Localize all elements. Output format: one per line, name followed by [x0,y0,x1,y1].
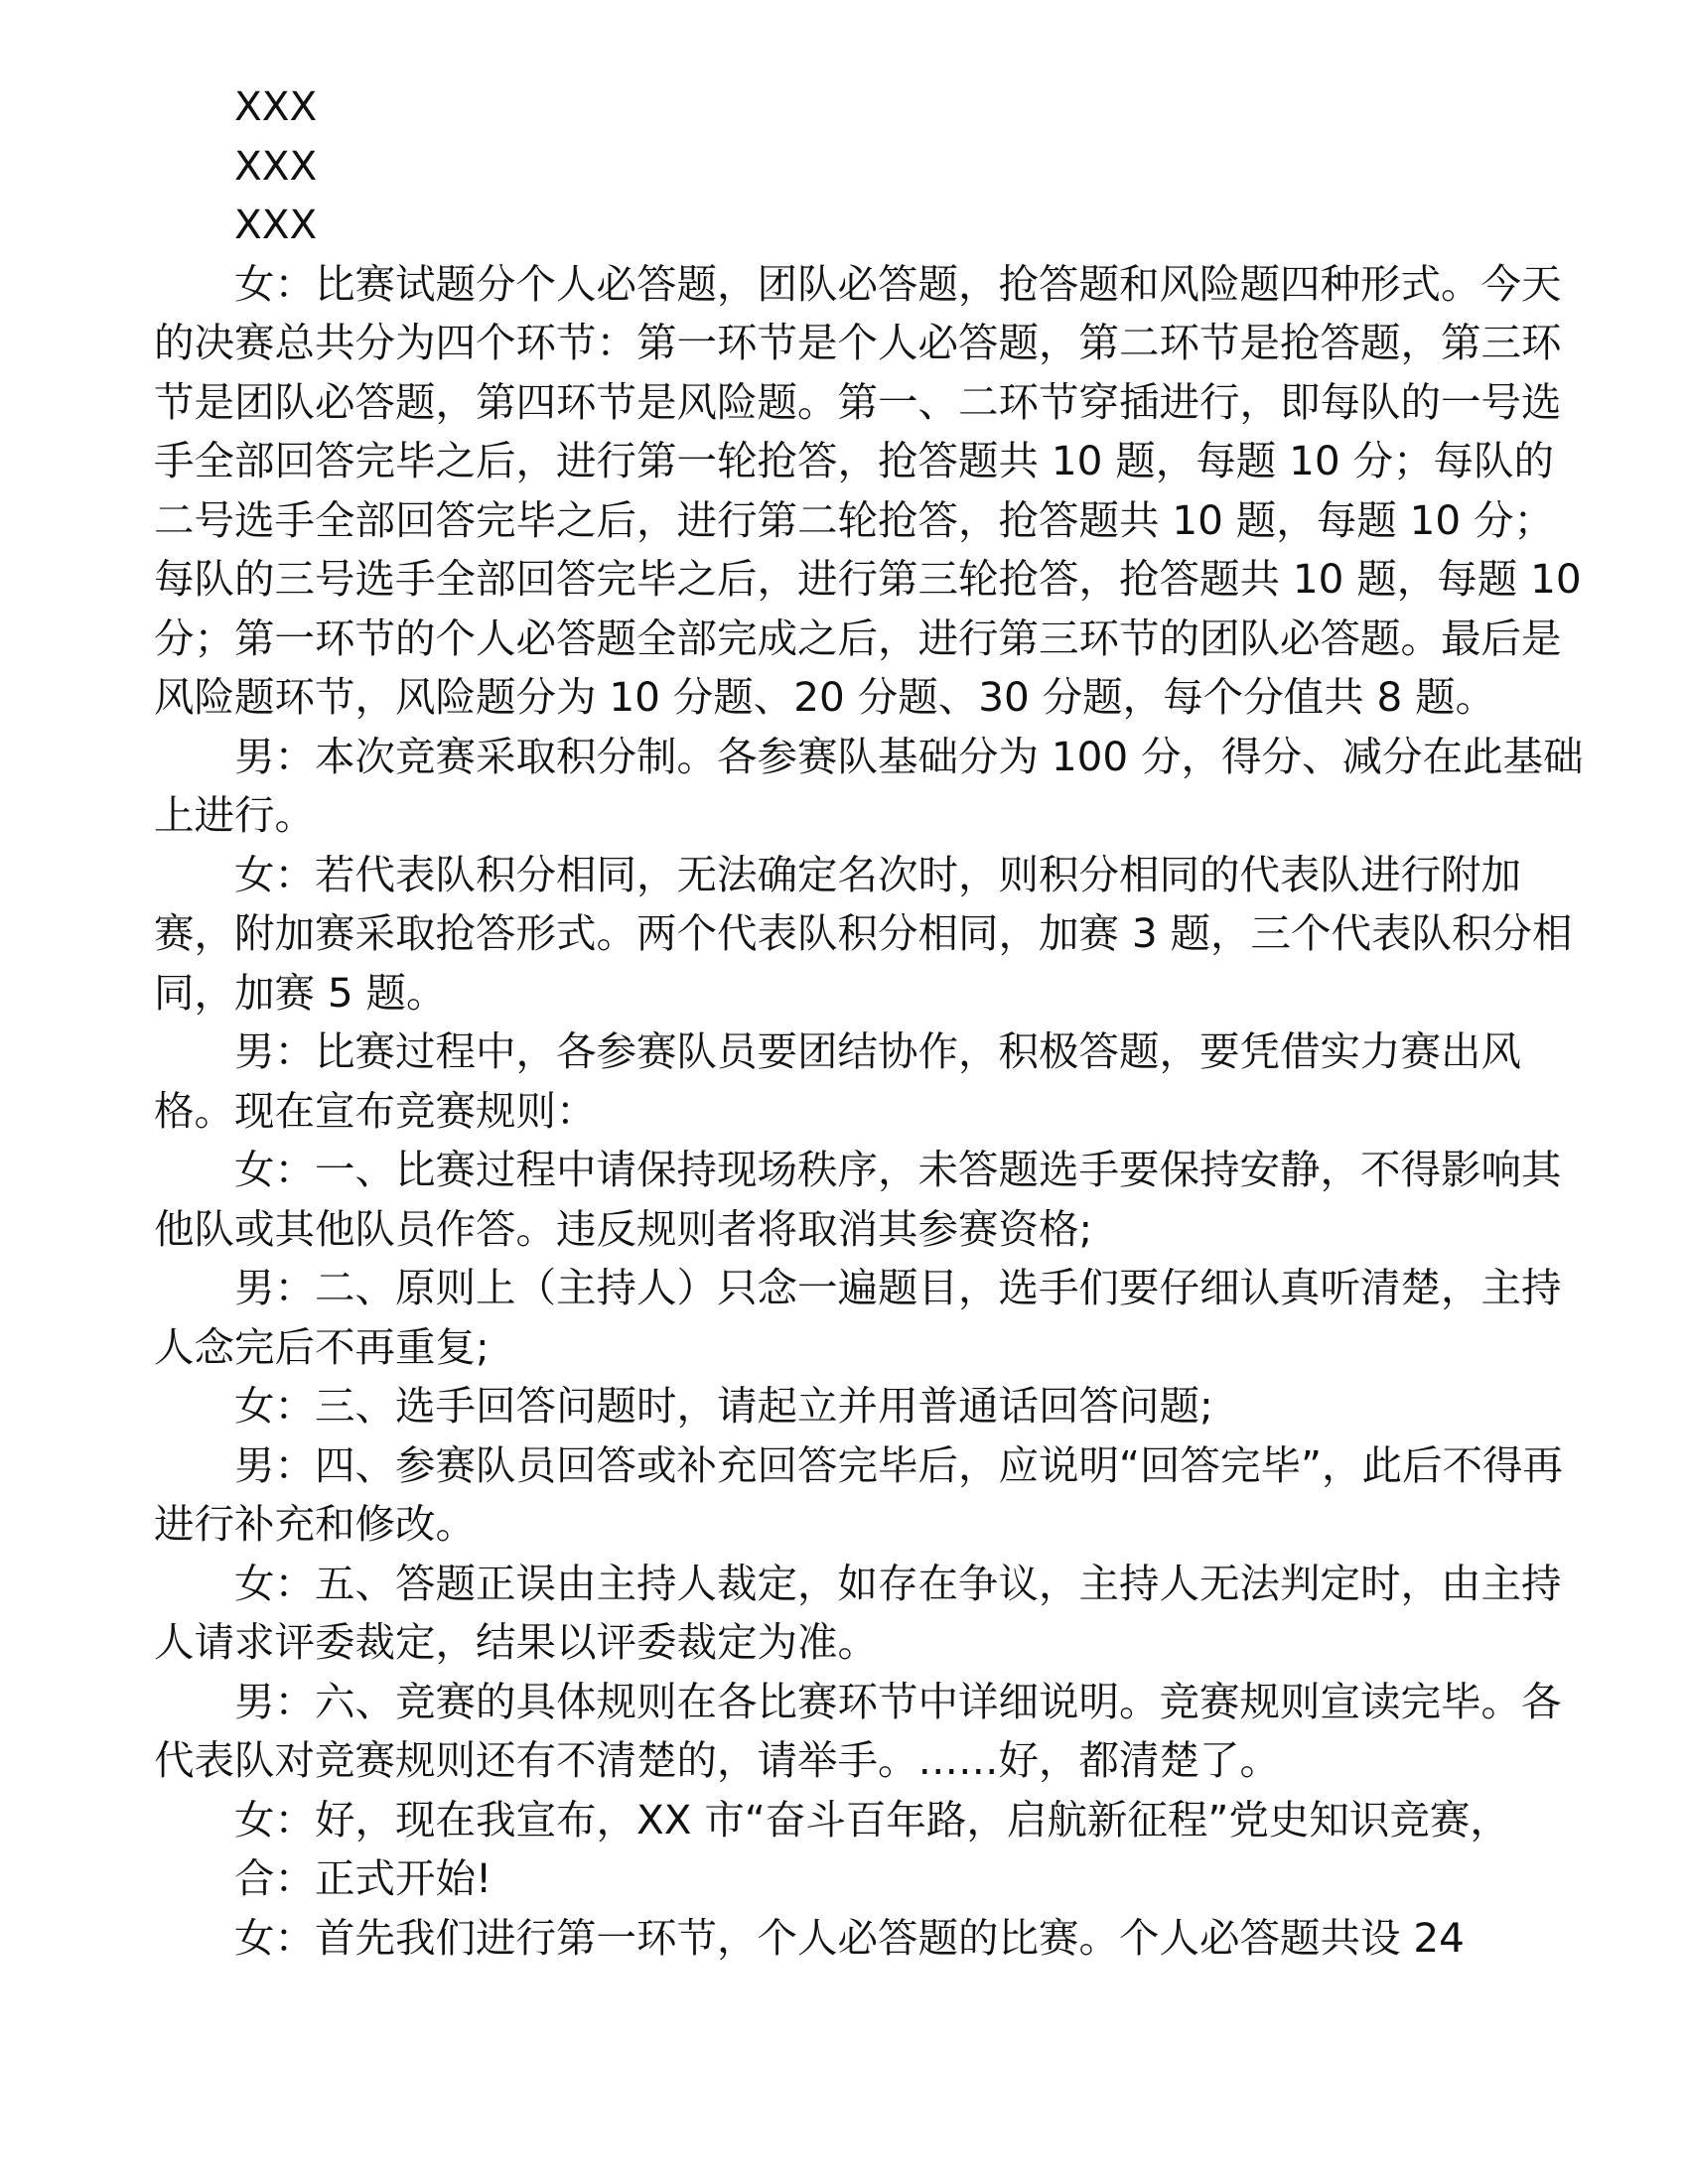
speaker-xxx-3: XXX [234,201,318,248]
paragraph-question-types: 女：比赛试题分个人必答题，团队必答题，抢答题和风险题四种形式。今天的决赛总共分为四个环节：第一环节是个人必答题，第二环节是抢答题，第三环节是团队必答题，第四环节是风险题。第一、二环节穿插进行，即每队的一号选手全部回答完毕之后，进行第一轮抢答，抢答题共 10 题，每题 10 分；每队的二号选手全部回答完毕之后，进行第二轮抢答，抢答题共 10 题，每题 10 分；每队的三号选手全部回答完毕之后，进行第三轮抢答，抢答题共 10 题，每题 10 分；第一环节的个人必答题全部完成之后，进行第三环节的团队必答题。最后是风险题环节，风险题分为 10 分题、20 分题、30 分题，每个分值共 8 题。 [154,259,1582,721]
paragraph-tiebreak: 女：若代表队积分相同，无法确定名次时，则积分相同的代表队进行附加赛，附加赛采取抢答形式。两个代表队积分相同，加赛 3 题，三个代表队积分相同，加赛 5 题。 [154,850,1573,1017]
paragraph-rule-5: 女：五、答题正误由主持人裁定，如存在争议，主持人无法判定时，由主持人请求评委裁定，结果以评委裁定为准。 [154,1559,1562,1666]
document-page [154,77,1594,1968]
speaker-xxx-2: XXX [234,141,318,190]
paragraph-announce-rules: 男：比赛过程中，各参赛队员要团结协作，积极答题，要凭借实力赛出风格。现在宣布竞赛规则： [154,1027,1521,1135]
paragraph-announce-start: 女：好，现在我宣布，XX 市“奋斗百年路，启航新征程”党史知识竞赛， [234,1795,1510,1843]
paragraph-rule-3: 女：三、选手回答问题时，请起立并用普通话回答问题; [234,1382,1213,1430]
paragraph-rule-6: 男：六、竞赛的具体规则在各比赛环节中详细说明。竞赛规则宣读完毕。各代表队对竞赛规则还有不清楚的，请举手。……好，都清楚了。 [154,1677,1562,1784]
paragraph-together-start: 合：正式开始! [234,1854,492,1902]
paragraph-rule-1: 女：一、比赛过程中请保持现场秩序，未答题选手要保持安静，不得影响其他队或其他队员作答。违反规则者将取消其参赛资格; [154,1146,1562,1253]
speaker-xxx-1: XXX [234,82,318,130]
paragraph-first-round: 女：首先我们进行第一环节，个人必答题的比赛。个人必答题共设 24 [234,1913,1465,1962]
paragraph-rule-2: 男：二、原则上（主持人）只念一遍题目，选手们要仔细认真听清楚，主持人念完后不再重复; [154,1264,1562,1371]
paragraph-scoring: 男：本次竞赛采取积分制。各参赛队基础分为 100 分，得分、减分在此基础上进行。 [154,732,1584,839]
paragraph-rule-4: 男：四、参赛队员回答或补充回答完毕后，应说明“回答完毕”，此后不得再进行补充和修改。 [154,1440,1563,1548]
